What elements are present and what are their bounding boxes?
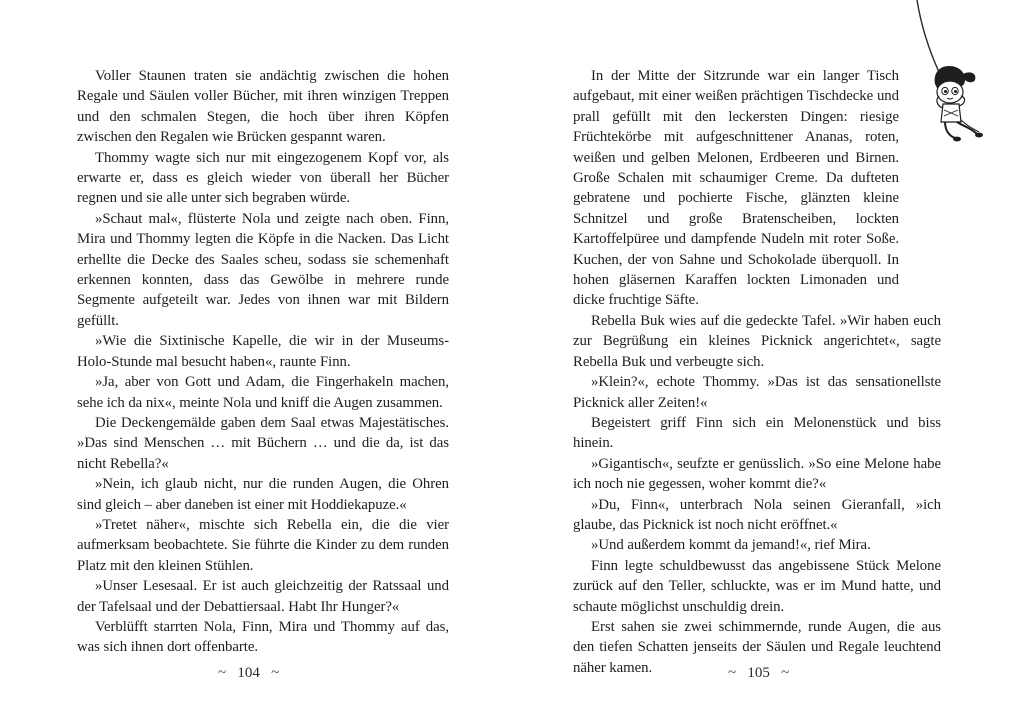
paragraph: »Unser Lesesaal. Er ist auch gleichzeitig der Ratssaal und der Tafelsaal und der Debattiersaal. Habt Ihr Hunger?« [77, 578, 449, 615]
folio-ornament-right: ~ [271, 665, 280, 681]
paragraph: »Und außerdem kommt da jemand!«, rief Mira. [591, 537, 871, 554]
left-page-text [77, 66, 449, 658]
paragraph: »Tretet näher«, mischte sich Rebella ein, die die vier aufmerksam beobachtete. Sie führte die Kinder zu dem runden Platz mit den kleinen Stühlen. [77, 516, 449, 574]
page-number-right [728, 664, 789, 682]
folio-ornament-left: ~ [218, 665, 227, 681]
paragraph: In der Mitte der Sitzrunde war ein langer Tisch aufgebaut, mit einer weißen prächtigen Tischdecke und prall gefüllt mit den leckersten Dingen: riesige Früchtekörbe mit aufgeschnittener Ananas, roten, weißen und gelben Melonen, Erdbeeren und Birnen. Große Schalen mit schaumiger Creme. Da dufteten gebratene und pochierte Fische, glänzten kleine Schnitzel und große Bratenscheiben, lockten Kartoffelpüree und dampfende Nudeln mit roter Soße. Kuchen, der von Sahne und Schokolade überquoll. In hohen gläsernen Karaffen lockten Limonaden und dicke fruchtige Säfte. [573, 68, 899, 309]
folio-ornament-left: ~ [728, 665, 737, 681]
paragraph: »Nein, ich glaub nicht, nur die runden Augen, die Ohren sind gleich – aber daneben ist einer mit Hoddiekapuze.« [77, 476, 449, 513]
paragraph: Thommy wagte sich nur mit eingezogenem Kopf vor, als erwarte er, dass es gleich wieder von überall her Bücher regnen und sie alle unter sich begraben würde. [77, 149, 449, 207]
paragraph: »Wie die Sixtinische Kapelle, die wir in der Museums-Holo-Stunde mal besucht haben«, raunte Finn. [77, 333, 449, 370]
paragraph: Rebella Buk wies auf die gedeckte Tafel. »Wir haben euch zur Begrüßung ein kleines Picknick angerichtet«, sagte Rebella Buk und verbeugte sich. [573, 312, 941, 370]
paragraph: Finn legte schuldbewusst das angebissene Stück Melone zurück auf den Teller, schluckte, was er im Mund hatte, und schaute möglichst unschuldig drein. [573, 557, 941, 615]
paragraph: Die Deckengemälde gaben dem Saal etwas Majestätisches. »Das sind Menschen … mit Büchern … und die da, ist das nicht Rebella?« [77, 414, 449, 472]
page-number-left [218, 664, 279, 682]
paragraph: »Schaut mal«, flüsterte Nola und zeigte nach oben. Finn, Mira und Thommy legten die Köpfe in die Nacken. Das Licht erhellte die Decke des Saales scheu, sodass sie schemenhaft erkennen konnten, dass das Gewölbe in mehrere runde Segmente aufgeteilt war. Jedes von ihnen war mit Bildern gefüllt. [77, 210, 449, 329]
paragraph: »Du, Finn«, unterbrach Nola seinen Gieranfall, »ich glaube, das Picknick ist noch nicht eröffnet.« [573, 496, 941, 533]
right-page-text [573, 66, 941, 678]
paragraph: Begeistert griff Finn sich ein Melonenstück und biss hinein. [573, 414, 941, 452]
paragraph: »Klein?«, echote Thommy. »Das ist das sensationellste Picknick aller Zeiten!« [573, 374, 941, 411]
folio-ornament-right: ~ [781, 665, 790, 681]
climbing-girl-on-rope-icon [905, 0, 995, 160]
page-number-value: 104 [237, 665, 260, 681]
paragraph: »Gigantisch«, seufzte er genüsslich. »So eine Melone habe ich noch nie gegessen, woher kommt die?« [573, 455, 941, 493]
page-number-value: 105 [747, 665, 770, 681]
paragraph: Erst sahen sie zwei schimmernde, runde Augen, die aus den tiefen Schatten jenseits der Säulen und Regale leuchtend näher kamen. [573, 618, 941, 676]
paragraph: »Ja, aber von Gott und Adam, die Fingerhakeln machen, sehe ich da nix«, meinte Nola und kniff die Augen zusammen. [77, 374, 449, 411]
paragraph: Verblüfft starrten Nola, Finn, Mira und Thommy auf das, was sich ihnen dort offenbarte. [77, 618, 449, 656]
paragraph: Voller Staunen traten sie andächtig zwischen die hohen Regale und Säulen voller Bücher, mit ihren winzigen Treppen und den schmalen Stegen, die hoch über ihren Köpfen zwischen den Regalen wie Brücken gespannt waren. [77, 68, 449, 146]
